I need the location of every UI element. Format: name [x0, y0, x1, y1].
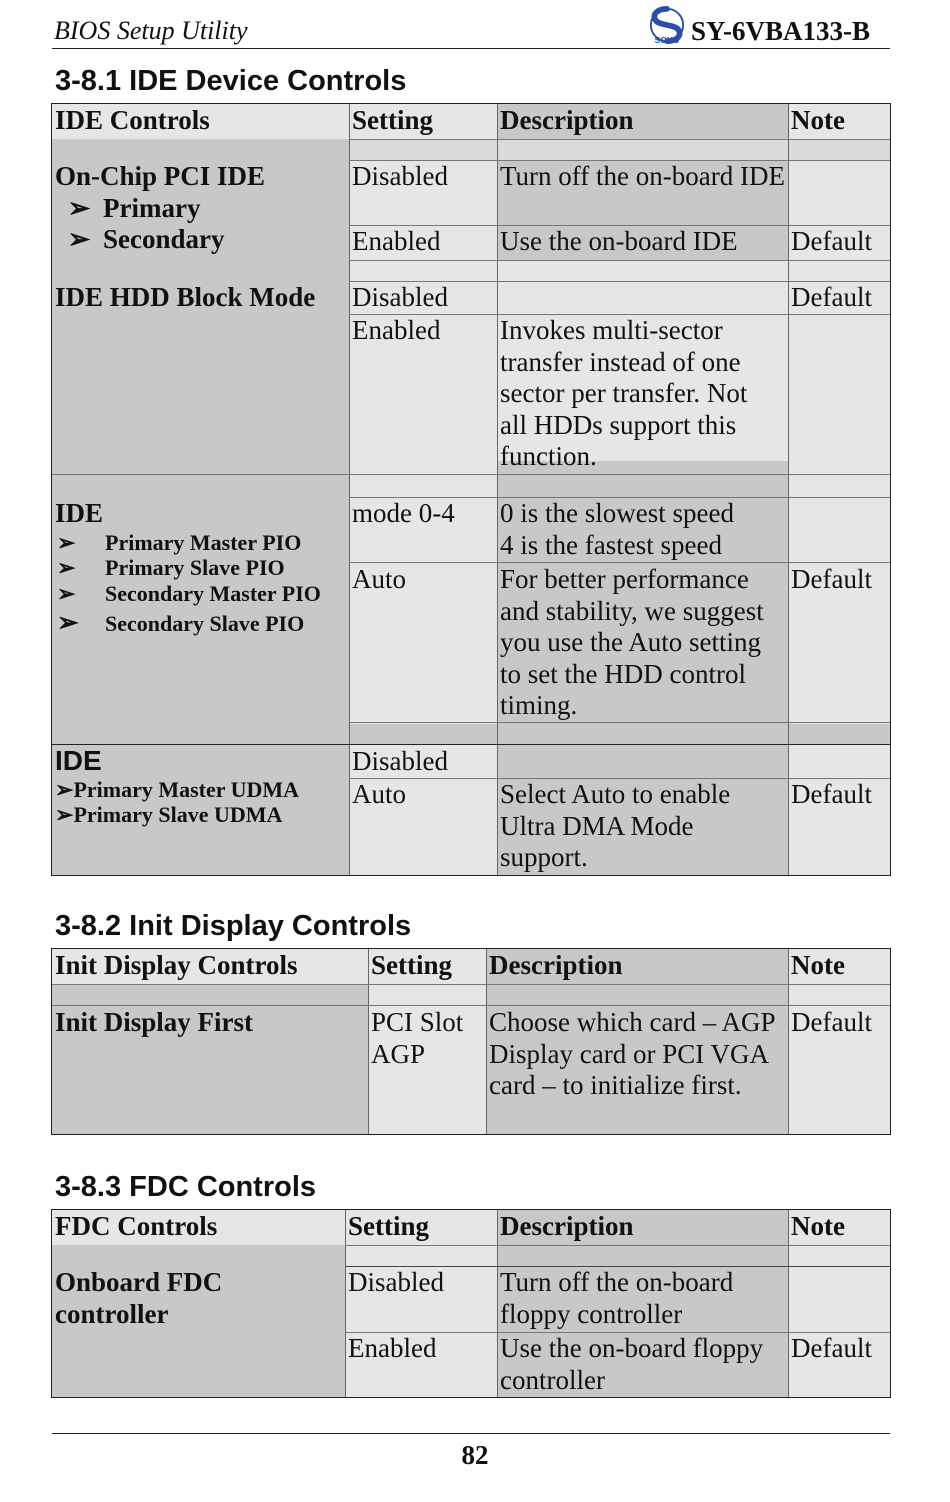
- arrow-bullet-icon: ➢: [57, 529, 76, 555]
- desc-speed: [497, 498, 788, 561]
- group-label-onchip-pci-ide: [52, 161, 349, 256]
- col-header-init-display: Init Display Controls: [55, 950, 298, 980]
- item-primary: Primary: [103, 192, 201, 223]
- group-label-ide-pio: [52, 498, 349, 637]
- item-secondary: Secondary: [103, 224, 225, 254]
- item-secondary-master-pio: Secondary Master PIO: [105, 580, 321, 606]
- label-line-2: controller: [55, 1298, 169, 1329]
- setting-disabled: Disabled: [352, 282, 448, 312]
- col-header-description: Description: [489, 950, 623, 980]
- label-line-1: Onboard FDC: [55, 1267, 223, 1297]
- spacer-row-2: [349, 724, 890, 745]
- note-default: Default: [791, 1333, 872, 1363]
- arrow-bullet-icon: ➢: [55, 802, 74, 827]
- setting-auto: Auto: [352, 564, 406, 594]
- col-header-setting: Setting: [348, 1211, 429, 1241]
- spacer-row: [349, 139, 890, 160]
- page-header: [52, 12, 890, 49]
- setting-pci-slot: PCI Slot: [371, 1007, 464, 1037]
- onchip-pci-ide-label: On-Chip PCI IDE: [55, 161, 266, 191]
- setting-disabled: Disabled: [352, 746, 448, 776]
- setting-disabled: Disabled: [352, 161, 448, 191]
- desc-use-floppy: Use the on-board floppy controller: [500, 1333, 764, 1395]
- list-item: [55, 224, 349, 256]
- note-default: Default: [791, 564, 872, 594]
- setting-auto: Auto: [352, 779, 406, 809]
- col-header-note: Note: [791, 950, 845, 980]
- col-header-note: Note: [791, 1211, 845, 1241]
- section-title-fdc: 3-8.3 FDC Controls: [55, 1171, 317, 1203]
- list-item: [55, 530, 349, 556]
- arrow-bullet-icon: ➢: [67, 224, 91, 254]
- list-item: [55, 802, 349, 828]
- note-default: Default: [791, 226, 872, 256]
- note-default: Default: [791, 282, 872, 312]
- arrow-bullet-icon: ➢: [57, 580, 76, 606]
- page-number: 82: [461, 1440, 489, 1470]
- group-label-hdd-block-mode: IDE HDD Block Mode: [55, 282, 316, 312]
- desc-fastest: 4 is the fastest speed: [500, 529, 722, 560]
- setting-disabled: Disabled: [348, 1267, 444, 1297]
- setting-agp: AGP: [371, 1038, 426, 1069]
- group-label-ide-udma: [52, 745, 349, 828]
- setting-mode-0-4: mode 0-4: [352, 498, 455, 528]
- col-header-description: Description: [500, 105, 634, 135]
- list-item: [55, 193, 349, 225]
- note-default: Default: [791, 779, 872, 809]
- list-item: [55, 610, 349, 637]
- ide-controls-table: [51, 103, 891, 876]
- desc-init-display: Choose which card – AGP Display card or PCI VGA card – to initialize first.: [489, 1007, 775, 1100]
- setting-enabled: Enabled: [352, 315, 441, 345]
- note-col-bg: [788, 104, 890, 875]
- col-header-setting: Setting: [352, 105, 433, 135]
- ide-pio-label: IDE: [55, 498, 104, 528]
- desc-multi-sector: Invokes multi-sector transfer instead of one sector per transfer. Not all HDDs support this function.: [500, 315, 748, 471]
- arrow-bullet-icon: ➢: [57, 608, 79, 637]
- col-header-ide-controls: IDE Controls: [55, 105, 210, 135]
- arrow-bullet-icon: ➢: [67, 192, 91, 223]
- init-display-table: [51, 948, 891, 1135]
- header-model: SY-6VBA133-B: [690, 16, 870, 46]
- settings-list: [368, 1007, 463, 1070]
- list-item: [55, 777, 349, 803]
- logo-text: SOYO: [654, 35, 680, 44]
- col-header-note: Note: [791, 105, 845, 135]
- desc-udma: Select Auto to enable Ultra DMA Mode support.: [500, 779, 731, 872]
- col-header-fdc-controls: FDC Controls: [55, 1211, 218, 1241]
- desc-slowest: 0 is the slowest speed: [500, 498, 734, 528]
- setting-enabled: Enabled: [348, 1333, 437, 1363]
- footer-rule: [52, 1433, 890, 1434]
- ide-udma-label: IDE: [55, 745, 102, 776]
- label-init-display-first: Init Display First: [55, 1007, 254, 1037]
- col-header-description: Description: [500, 1211, 634, 1241]
- desc-use-ide: Use the on-board IDE: [500, 226, 738, 256]
- item-primary-master-pio: Primary Master PIO: [105, 529, 302, 555]
- section-title-ide: 3-8.1 IDE Device Controls: [55, 65, 407, 97]
- item-primary-slave-udma: Primary Slave UDMA: [73, 802, 283, 827]
- desc-turn-off-floppy: Turn off the on-board floppy controller: [500, 1267, 734, 1329]
- label-onboard-fdc: [52, 1267, 222, 1330]
- fdc-controls-table: [51, 1209, 891, 1398]
- desc-auto-timing: For better performance and stability, we suggest you use the Auto setting to set the HDD control timing.: [500, 564, 764, 720]
- desc-turn-off-ide: Turn off the on-board IDE: [500, 161, 785, 191]
- item-primary-master-udma: Primary Master UDMA: [73, 776, 300, 802]
- arrow-bullet-icon: ➢: [55, 776, 74, 802]
- list-item: [55, 581, 349, 607]
- item-primary-slave-pio: Primary Slave PIO: [105, 555, 285, 580]
- list-item: [55, 555, 349, 581]
- setting-enabled: Enabled: [352, 226, 441, 256]
- note-default: Default: [791, 1007, 872, 1037]
- col-header-setting: Setting: [371, 950, 452, 980]
- header-title: BIOS Setup Utility: [54, 16, 248, 45]
- section-title-display: 3-8.2 Init Display Controls: [55, 910, 412, 942]
- arrow-bullet-icon: ➢: [57, 555, 76, 580]
- item-secondary-slave-pio: Secondary Slave PIO: [105, 611, 305, 636]
- soyo-logo-icon: [648, 6, 686, 44]
